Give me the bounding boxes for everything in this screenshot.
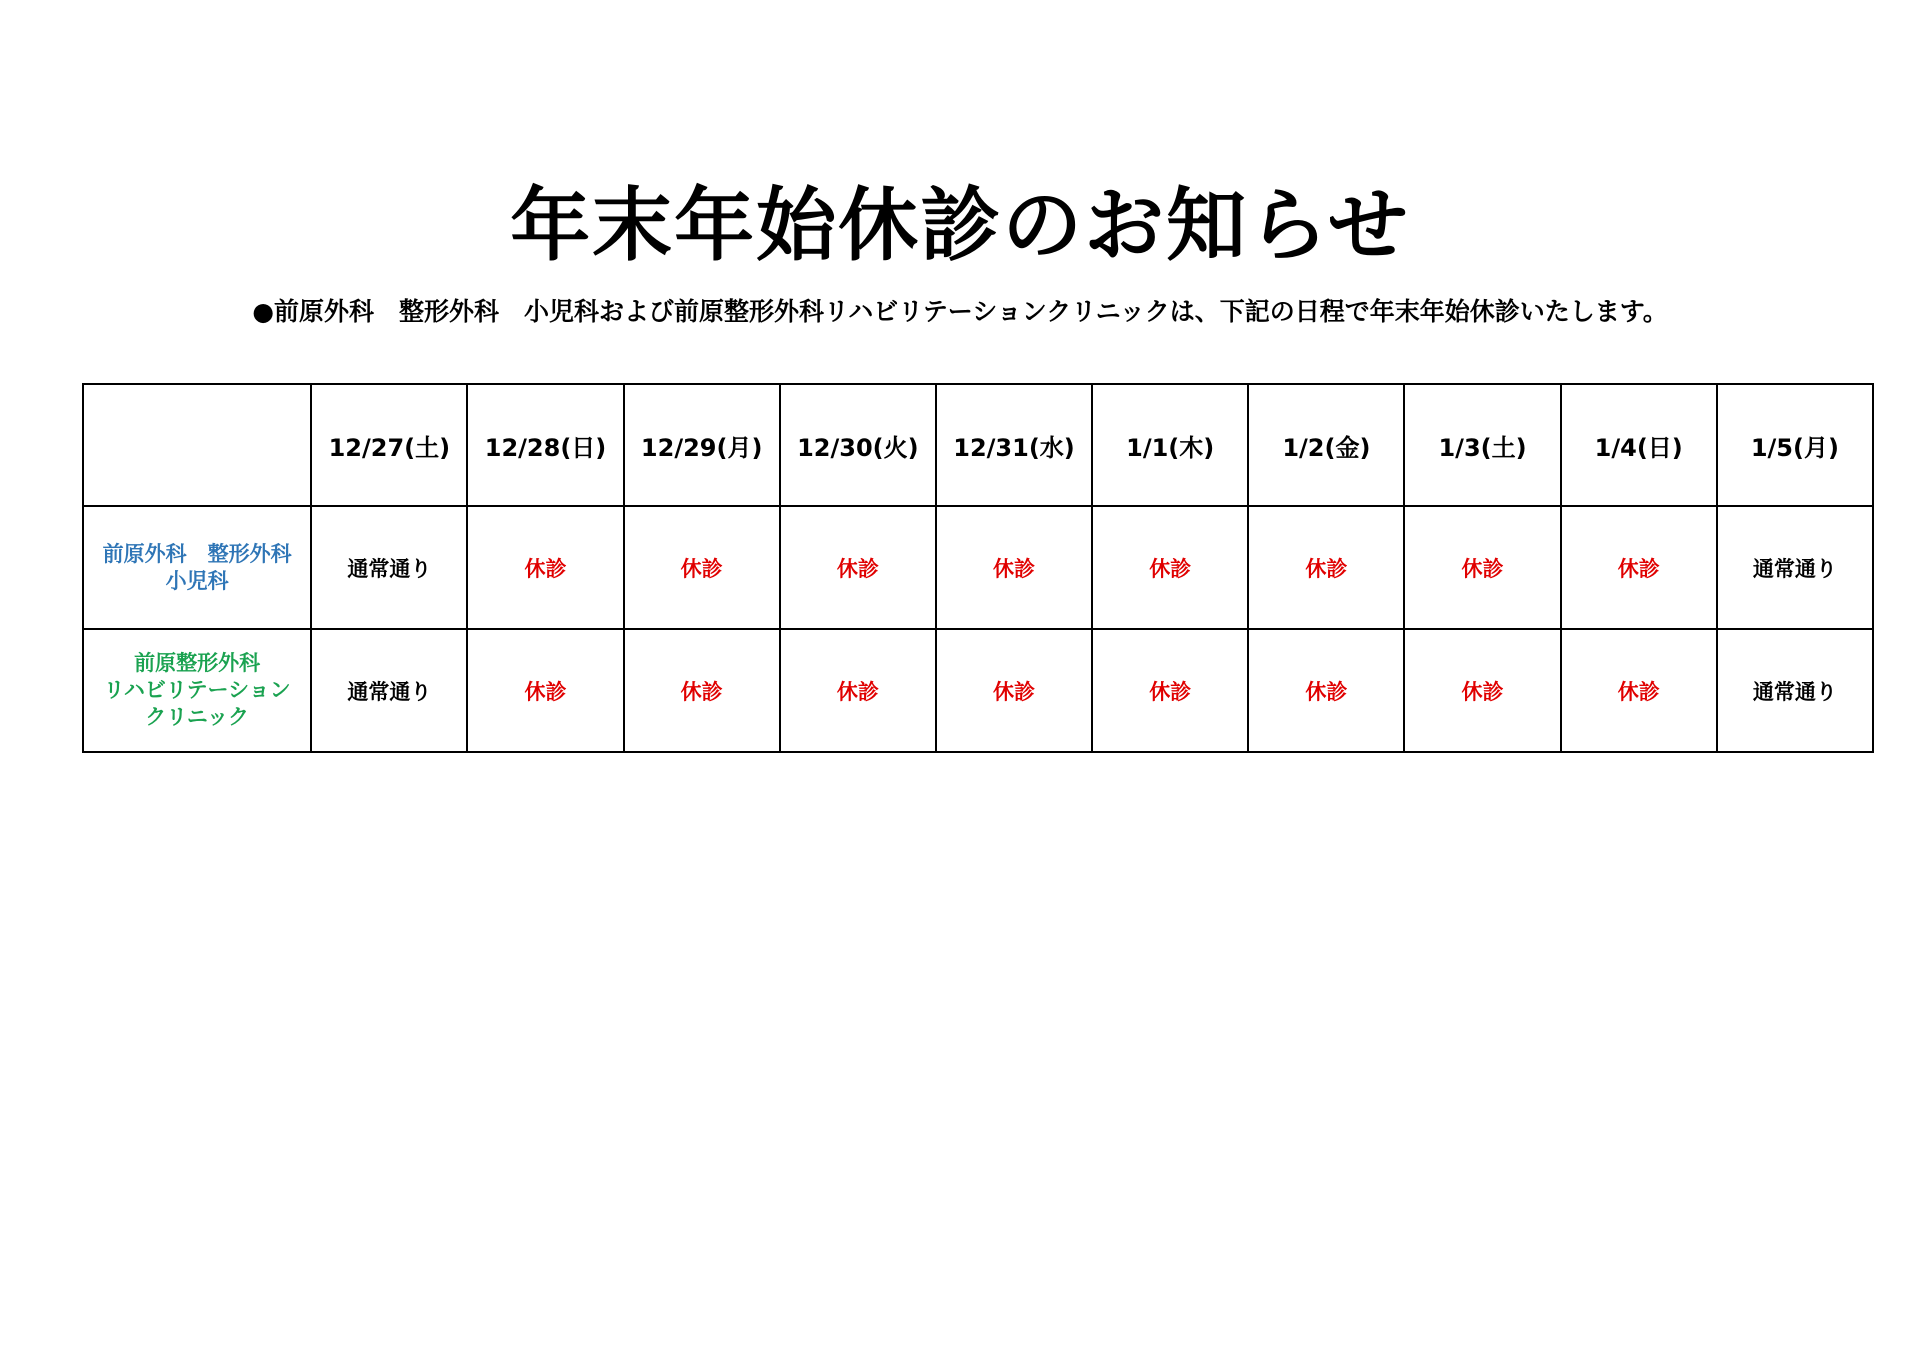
- schedule-cell: 通常通り: [311, 629, 467, 752]
- date-header: 12/29(月): [624, 384, 780, 506]
- schedule-cell: 休診: [780, 506, 936, 629]
- schedule-cell: 休診: [1404, 506, 1560, 629]
- schedule-cell: 休診: [1561, 629, 1717, 752]
- schedule-cell: 通常通り: [1717, 629, 1873, 752]
- date-header: 12/28(日): [467, 384, 623, 506]
- date-header: 1/5(月): [1717, 384, 1873, 506]
- date-header: 1/1(木): [1092, 384, 1248, 506]
- clinic-label-line: 小児科: [165, 568, 229, 593]
- header-corner-cell: [83, 384, 311, 506]
- table-row: [83, 506, 1873, 629]
- schedule-cell: 休診: [1404, 629, 1560, 752]
- clinic-label-line: リハビリテーション: [103, 678, 291, 702]
- schedule-cell: 休診: [780, 629, 936, 752]
- date-header: 12/27(土): [311, 384, 467, 506]
- schedule-cell: 休診: [1092, 629, 1248, 752]
- schedule-cell: 休診: [1092, 506, 1248, 629]
- clinic-label-rehabilitation-clinic: [83, 629, 311, 752]
- date-header: 1/4(日): [1561, 384, 1717, 506]
- schedule-cell: 通常通り: [1717, 506, 1873, 629]
- schedule-cell: 休診: [624, 506, 780, 629]
- clinic-label-maehara-surgery: [83, 506, 311, 629]
- table-row: [83, 629, 1873, 752]
- schedule-cell: 休診: [467, 629, 623, 752]
- date-header: 1/2(金): [1248, 384, 1404, 506]
- schedule-cell: 通常通り: [311, 506, 467, 629]
- holiday-schedule-table: [82, 383, 1874, 753]
- clinic-label-line: 前原整形外科: [134, 651, 261, 675]
- schedule-cell: 休診: [624, 629, 780, 752]
- page-title: 年末年始休診のお知らせ: [510, 179, 1410, 272]
- date-header: 12/30(火): [780, 384, 936, 506]
- schedule-cell: 休診: [936, 629, 1092, 752]
- date-header: 1/3(土): [1404, 384, 1560, 506]
- schedule-cell: 休診: [467, 506, 623, 629]
- date-header: 12/31(水): [936, 384, 1092, 506]
- clinic-label-line: 前原外科 整形外科: [102, 541, 292, 566]
- table-header-row: [83, 384, 1873, 506]
- schedule-cell: 休診: [1248, 629, 1404, 752]
- schedule-cell: 休診: [1561, 506, 1717, 629]
- schedule-cell: 休診: [1248, 506, 1404, 629]
- schedule-cell: 休診: [936, 506, 1092, 629]
- clinic-label-line: クリニック: [145, 705, 249, 729]
- notice-text: ●前原外科 整形外科 小児科および前原整形外科リハビリテーションクリニックは、下記の日程で年末年始休診いたします。: [252, 297, 1668, 326]
